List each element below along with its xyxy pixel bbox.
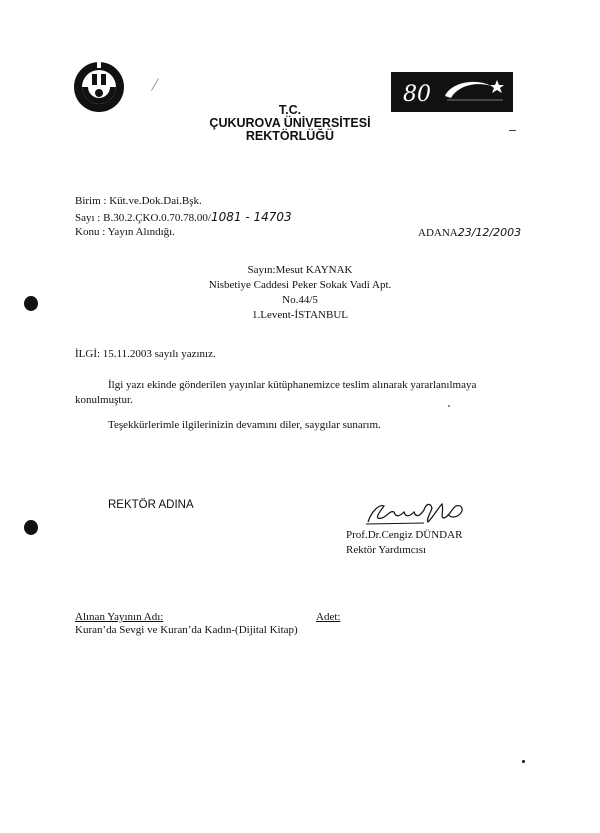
body-paragraph-2: Teşekkürlerimle ilgilerinizin devamını diler, saygılar sunarım. [108, 419, 381, 431]
recipient-city: 1.Levent-İSTANBUL [252, 309, 348, 321]
dash-mark [509, 130, 516, 131]
sayi-printed: Sayı : B.30.2.ÇKO.0.70.78.00/ [75, 212, 211, 224]
date-line [418, 226, 521, 239]
sayi-handwritten: 1081 - 14703 [210, 210, 292, 224]
ilgi-line: İLGİ: 15.11.2003 sayılı yazınız. [75, 348, 216, 360]
recipient-name: Sayın:Mesut KAYNAK [247, 264, 353, 276]
crescent-star-icon [437, 76, 509, 108]
recipient-street: Nisbetiye Caddesi Peker Sokak Vadi Apt. [208, 279, 392, 291]
konu-line: Konu : Yayın Alındığı. [75, 226, 175, 238]
sayi-line [75, 210, 292, 224]
scan-speck-2 [448, 405, 450, 407]
publication-title: Kuran’da Sevgi ve Kuran’da Kadın-(Dijital Kitap) [75, 624, 298, 636]
scan-mark [151, 78, 159, 91]
scan-speck [522, 760, 525, 763]
count-label: Adet: [316, 611, 341, 623]
header-tc: T.C. [278, 103, 302, 117]
received-publication-label: Alınan Yayının Adı: [75, 611, 164, 623]
anniversary-logo [391, 72, 513, 112]
anniversary-number: 80 [403, 82, 431, 107]
header-rectorate: REKTÖRLÜĞÜ [245, 129, 335, 143]
university-seal-logo [72, 60, 126, 114]
punch-hole-top [24, 296, 38, 311]
signatory-name: Prof.Dr.Cengiz DÜNDAR [346, 529, 463, 541]
date-city: ADANA [418, 227, 458, 239]
birim-line: Birim : Küt.ve.Dok.Dai.Bşk. [75, 195, 202, 207]
body-paragraph-1-line-2: konulmuştur. [75, 394, 133, 406]
handwritten-signature [364, 496, 470, 528]
date-handwritten: 23/12/2003 [457, 226, 522, 239]
recipient-number: No.44/5 [282, 294, 318, 306]
header-university: ÇUKUROVA ÜNİVERSİTESİ [209, 116, 371, 130]
rector-on-behalf: REKTÖR ADINA [108, 499, 194, 511]
signatory-title: Rektör Yardımcısı [346, 544, 427, 556]
body-paragraph-1-line-1: İlgi yazı ekinde gönderilen yayınlar kütüphanemizce teslim alınarak yararlanılmaya [108, 379, 477, 391]
punch-hole-bottom [24, 520, 38, 535]
